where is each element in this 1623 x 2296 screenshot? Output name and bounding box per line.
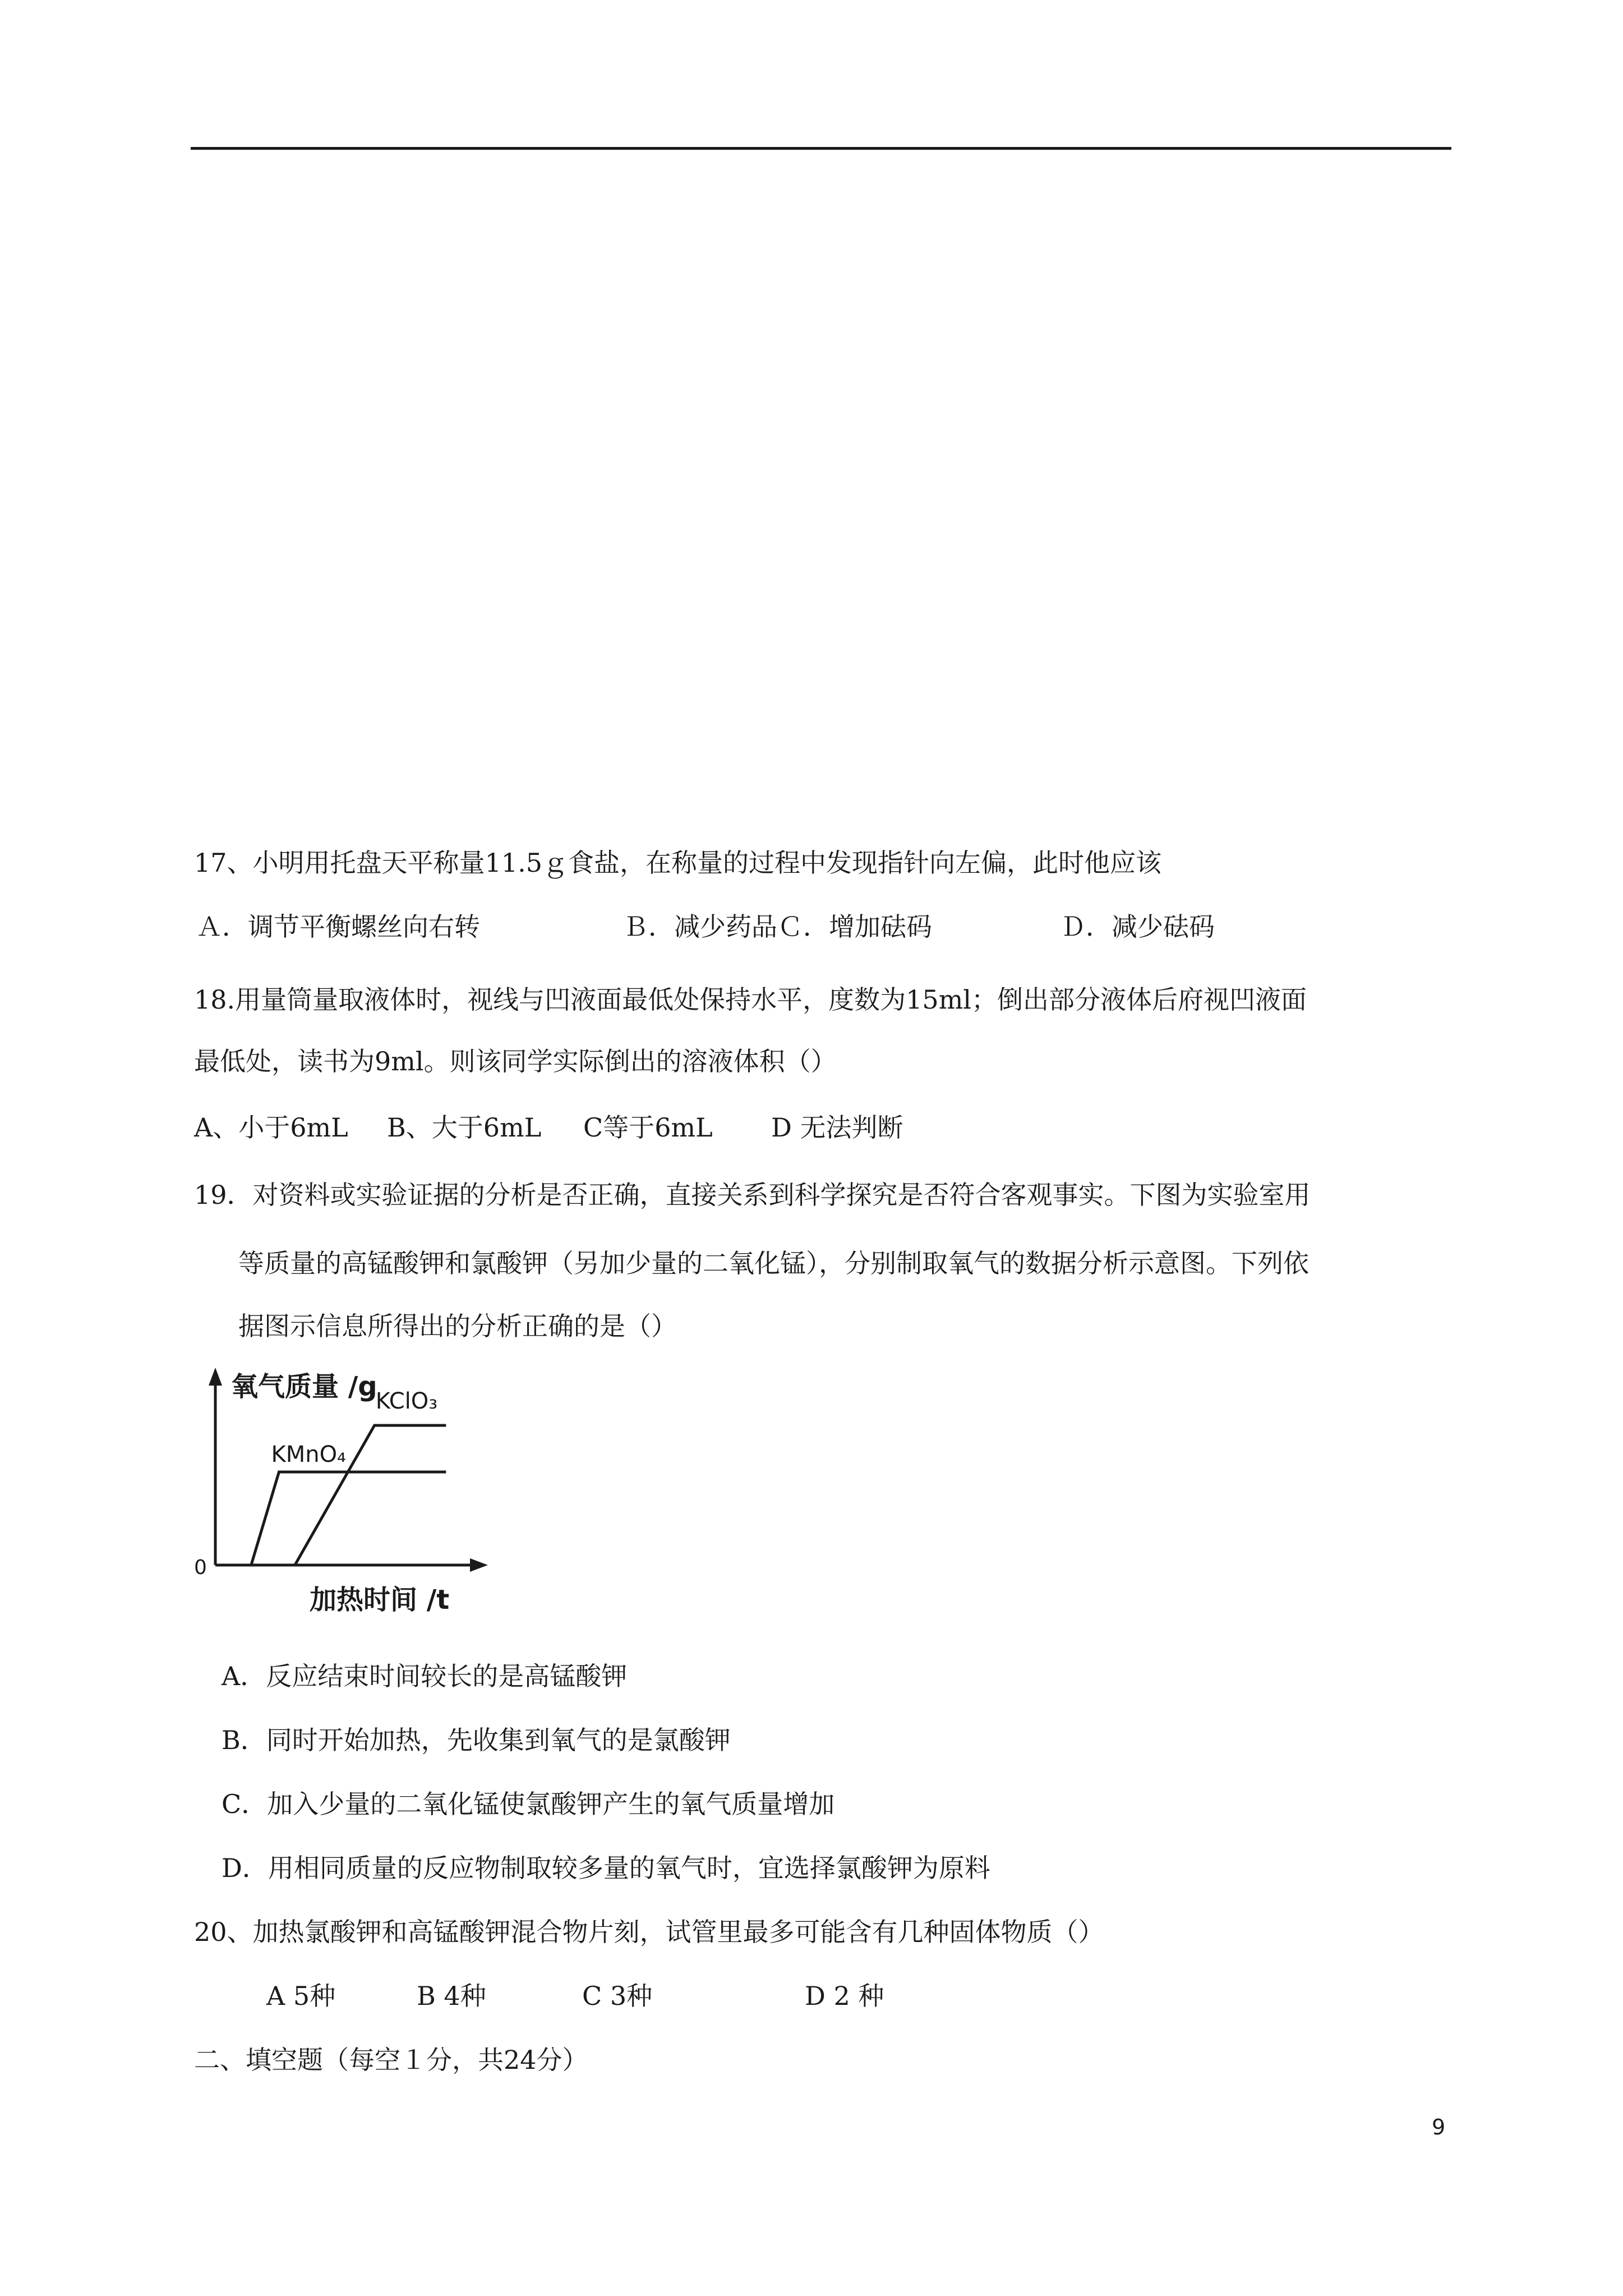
origin-label: 0: [194, 1556, 207, 1579]
x-axis-label: 加热时间 /t: [310, 1584, 450, 1616]
section-2-heading: 二、填空题（每空１分，共24分）: [194, 2045, 588, 2075]
series-label-1: KClO₃: [375, 1388, 438, 1414]
page-number: 9: [1432, 2115, 1446, 2139]
q19-option-a: A．反应结束时间较长的是高锰酸钾: [222, 1661, 628, 1691]
q20-option-b: B 4种: [417, 1981, 486, 2011]
q19-option-b: B．同时开始加热，先收集到氧气的是氯酸钾: [222, 1725, 731, 1755]
q19-option-d: D．用相同质量的反应物制取较多量的氧气时，宜选择氯酸钾为原料: [222, 1853, 990, 1883]
y-axis-arrow: [209, 1368, 222, 1386]
q17-option-d: Ｄ．减少砝码: [1060, 912, 1215, 942]
q18-stem-line1: 18.用量筒量取液体时，视线与凹液面最低处保持水平，度数为15ml；倒出部分液体后府视凹液面: [194, 984, 1307, 1015]
q17-option-bc: Ｂ．减少药品Ｃ．增加砝码: [623, 912, 932, 942]
x-axis-arrow: [470, 1558, 488, 1572]
q19-stem-line2: 等质量的高锰酸钾和氯酸钾（另加少量的二氧化锰），分别制取氧气的数据分析示意图。下列依: [238, 1248, 1309, 1278]
oxygen-mass-chart: [191, 1363, 505, 1621]
q18-option-a: A、小于6mL: [194, 1112, 348, 1143]
y-axis-label: 氧气质量 /g: [231, 1371, 377, 1402]
q19-stem-line1: 19．对资料或实验证据的分析是否正确，直接关系到科学探究是否符合客观事实。下图为实验室用: [194, 1180, 1311, 1210]
q20-option-c: C 3种: [582, 1981, 653, 2011]
q19-option-c: C．加入少量的二氧化锰使氯酸钾产生的氧气质量增加: [222, 1789, 835, 1819]
q20-option-d: D 2 种: [805, 1981, 884, 2011]
q20-stem: 20、加热氯酸钾和高锰酸钾混合物片刻，试管里最多可能含有几种固体物质（）: [194, 1917, 1104, 1947]
series-layer: [251, 1388, 446, 1565]
q20-option-a: A 5种: [266, 1981, 336, 2011]
series-label-0: KMnO₄: [271, 1442, 347, 1467]
q18-option-c: C等于6mL: [583, 1112, 713, 1143]
series-line-0: [251, 1472, 446, 1565]
q18-stem-line2: 最低处，读书为9ml。则该同学实际倒出的溶液体积（）: [194, 1046, 837, 1076]
q18-option-b: B、大于6mL: [387, 1112, 542, 1143]
q17-stem: 17、小明用托盘天平称量11.5ｇ食盐，在称量的过程中发现指针向左偏，此时他应该: [194, 848, 1161, 878]
q18-option-d: D 无法判断: [771, 1112, 903, 1143]
q17-option-a: Ａ．调节平衡螺丝向右转: [196, 912, 480, 942]
q19-stem-line3: 据图示信息所得出的分析正确的是（）: [238, 1311, 677, 1341]
header-rule: [191, 147, 1451, 150]
